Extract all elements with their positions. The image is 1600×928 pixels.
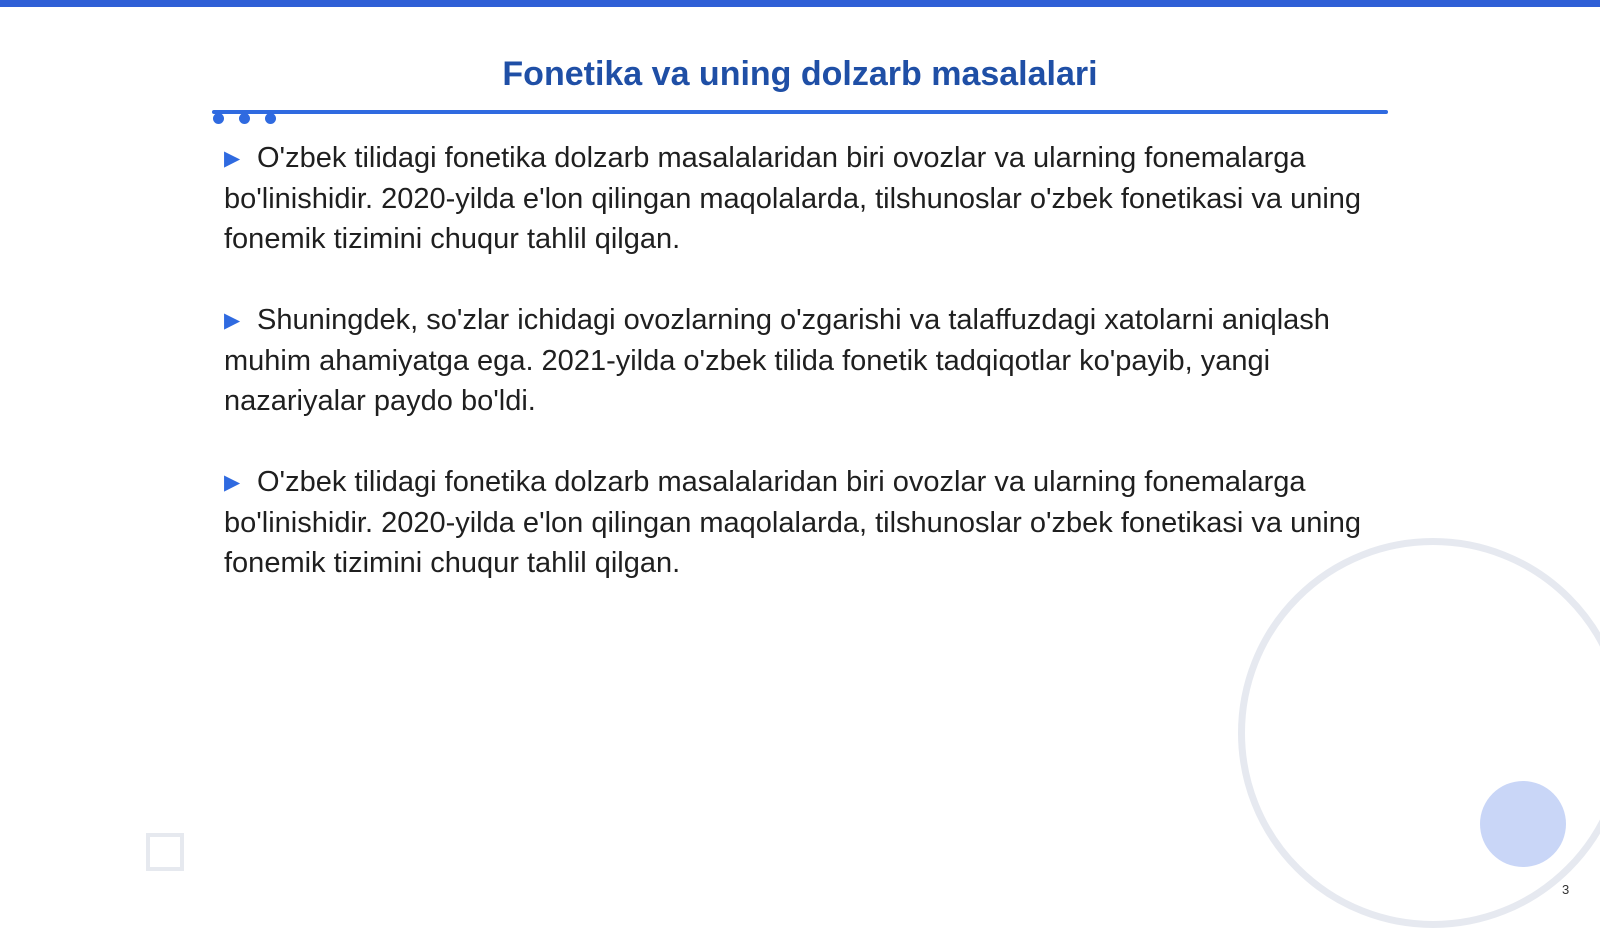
bullet-paragraph — [224, 138, 1374, 259]
paragraph-text: O'zbek tilidagi fonetika dolzarb masalalaridan biri ovozlar va ularning fonemalarga bo'linishidir. 2020-yilda e'lon qilingan maqolalarda, tilshunoslar o'zbek fonetikasi va uning fonemik tizimini chuqur tahlil qilgan. — [224, 142, 1362, 255]
triangle-bullet-icon: ▶ — [224, 471, 241, 494]
paragraph-text: Shuningdek, so'zlar ichidagi ovozlarning o'zgarishi va talaffuzdagi xatolarni aniqlash muhim ahamiyatga ega. 2021-yilda o'zbek tilida fonetik tadqiqotlar ko'payib, yangi nazariyalar paydo bo'ldi. — [224, 304, 1330, 417]
bullet-paragraph — [224, 462, 1374, 583]
decorative-square — [146, 833, 184, 871]
decorative-dot — [239, 113, 250, 124]
triangle-bullet-icon: ▶ — [224, 309, 241, 332]
decorative-dot — [213, 113, 224, 124]
decorative-circle — [1480, 781, 1566, 867]
top-accent-bar — [0, 0, 1600, 7]
bullet-paragraph — [224, 300, 1374, 421]
triangle-bullet-icon: ▶ — [224, 147, 241, 170]
decorative-dot — [265, 113, 276, 124]
slide-title: Fonetika va uning dolzarb masalalari — [502, 55, 1098, 93]
paragraph-text: O'zbek tilidagi fonetika dolzarb masalalaridan biri ovozlar va ularning fonemalarga bo'linishidir. 2020-yilda e'lon qilingan maqolalarda, tilshunoslar o'zbek fonetikasi va uning fonemik tizimini chuqur tahlil qilgan. — [224, 466, 1362, 579]
bullet-list — [224, 138, 1374, 624]
page-number: 3 — [1562, 882, 1570, 897]
decorative-ring — [1238, 538, 1600, 928]
title-underline — [212, 110, 1388, 114]
